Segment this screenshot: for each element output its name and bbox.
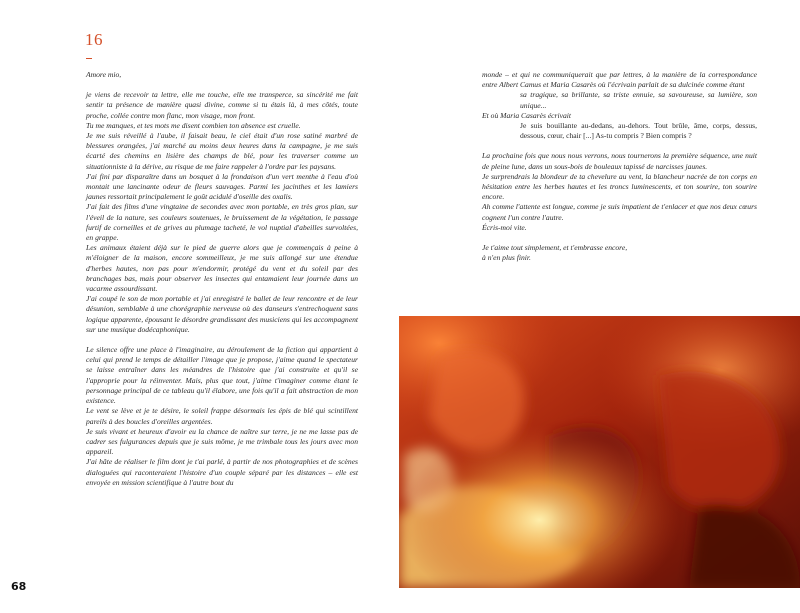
- paragraph: J'ai fini par disparaître dans un bosquet à la frondaison d'un vert menthe à l'eau d'où montait une lancinante odeur de fleurs sauvages. Parmi les jacinthes et les lamiers jaunes ressortait principalement le goût acidulé d'oseille des oxalis.: [86, 171, 358, 202]
- paragraph: Je me suis réveillé à l'aube, il faisait beau, le ciel était d'un rose satiné marbré de blessures orangées, j'ai marché au moins deux heures dans la campagne, je me suis écarté des chemins en lisière des champs de blé, pour les traverser comme un situationniste à la dérive, au risque de me faire rappeler à l'ordre par les paysans.: [86, 131, 358, 171]
- paragraph: Je suis vivant et heureux d'avoir eu la chance de naître sur terre, je ne me lasse pas de cadrer ses fulgurances depuis que je suis môme, je me trimbale tous les jours avec mon appareil.: [86, 426, 358, 457]
- paragraph: J'ai hâte de réaliser le film dont je t'ai parlé, à partir de nos photographies et de scènes dialoguées qui raconteraient l'histoire d'un couple séparé par les distances – elle est envoyée en mission scientifique à l'autre bout du: [86, 457, 358, 487]
- right-text-column: [482, 70, 757, 263]
- photo-image: [399, 316, 800, 588]
- paragraph: Écris-moi vite.: [482, 222, 527, 232]
- quotation: sa tragique, sa brillante, sa triste ennuie, sa savoureuse, sa lumière, son unique...: [520, 90, 757, 110]
- paragraph: Ah comme l'attente est longue, comme je suis impatient de t'enlacer et que nos deux cœurs cognent l'un contre l'autre.: [482, 202, 757, 222]
- chapter-number: 16: [85, 30, 103, 49]
- paragraph: je viens de recevoir ta lettre, elle me touche, elle me transperce, sa sincérité me fait sentir ta présence de manière quasi divine, comme si tu étais là, à mes côtés, toute proche, collée contre mon flanc, mon visage, mon front.: [86, 90, 358, 120]
- paragraph: Les animaux étaient déjà sur le pied de guerre alors que je commençais à peine à m'éloigner de la maison, encore sommeilleux, je me suis allongé sur une étendue d'herbes hautes, non pas pour m'endormir, protégé du vent et du soleil par des branchages bas, mais pour observer les insectes qui entamaient leur journée dans un vacarme assourdissant.: [86, 243, 358, 294]
- page-number: 68: [11, 580, 27, 593]
- quotation: Je suis bouillante au-dedans, au-dehors. Tout brûle, âme, corps, dessus, dessous, cœur, chair [...] As-tu compris ? Bien compris ?: [520, 121, 757, 141]
- chapter-rule: [86, 58, 92, 59]
- closing: à n'en plus finir.: [482, 253, 531, 263]
- salutation: Amore mio,: [86, 70, 122, 79]
- paragraph: monde – et qui ne communiquerait que par lettres, à la manière de la correspondance entre Albert Camus et Maria Casarès où l'écrivain parlait de sa dulcinée comme étant: [482, 70, 757, 90]
- blurred-red-photograph: [399, 316, 800, 588]
- left-text-column: [86, 70, 358, 488]
- paragraph: Je surprendrais la blondeur de ta chevelure au vent, la blancheur nacrée de ton corps en hésitation entre les herbes hautes et les troncs luminescents, et ton sourire, ton sourire encore.: [482, 171, 757, 202]
- paragraph: La prochaine fois que nous nous verrons, nous tournerons la première séquence, une nuit de pleine lune, dans un sous-bois de bouleaux tapissé de narcisses jaunes.: [482, 151, 757, 171]
- closing: Je t'aime tout simplement, et t'embrasse encore,: [482, 243, 628, 253]
- paragraph: Et où Maria Casarès écrivait: [482, 110, 572, 120]
- paragraph: Tu me manques, et tes mots me disent combien ton absence est cruelle.: [86, 120, 301, 130]
- paragraph: Le vent se lève et je te désire, le soleil frappe désormais les épis de blé qui scintillent pareils à des boucles d'oreilles argentées.: [86, 406, 358, 426]
- paragraph: Le silence offre une place à l'imaginaire, au déroulement de la fiction qui appartient à celui qui prend le temps de détailler l'image que je propose, j'aime quand le spectateur se laisse entraîner dans les méandres de l'histoire que j'ai construite et qu'il se l'approprie pour la réinventer. Mais, plus que tout, j'aime t'imaginer comme étant le personnage principal de ce tableau qu'il élabore, une fois qu'il a fait abstraction de mon existence.: [86, 345, 358, 406]
- paragraph: J'ai coupé le son de mon portable et j'ai enregistré le ballet de leur rencontre et de leur désunion, semblable à une chorégraphie nerveuse où des danseurs s'entrechoquent sans logique apparente, épousant le désordre grandissant des musiciens qui les accompagnent sur une musique dodécaphonique.: [86, 294, 358, 334]
- paragraph: J'ai fait des films d'une vingtaine de secondes avec mon portable, en très gros plan, sur l'éveil de la nature, ses couleurs soutenues, le bruissement de la végétation, le passage furtif de corneilles et de grives au plumage tacheté, le vol nuptial d'abeilles survoltées, en grappe.: [86, 202, 358, 243]
